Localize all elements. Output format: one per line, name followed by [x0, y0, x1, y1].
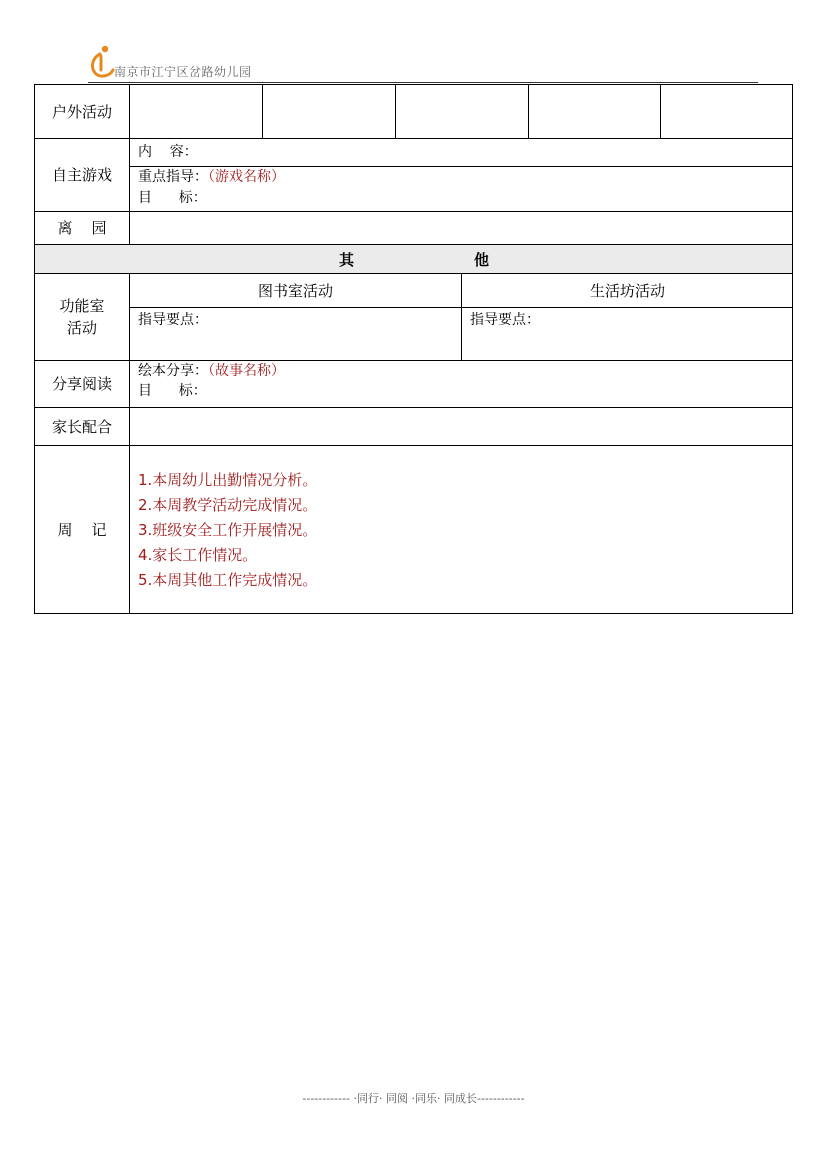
- library-activity-title-cell: [129, 273, 461, 307]
- row-label-free-play: [34, 138, 129, 211]
- weekly-plan-table: [34, 84, 793, 614]
- other-heading-left: 其: [338, 250, 354, 269]
- weekly-item: 2.本周教学活动完成情况。: [138, 496, 318, 514]
- free-play-content-cell[interactable]: [129, 138, 793, 166]
- page-header: [88, 44, 758, 84]
- parents-label: 家长配合: [51, 417, 112, 436]
- story-name-placeholder: （故事名称）: [208, 363, 285, 379]
- outdoor-cell-1[interactable]: [129, 84, 262, 138]
- reading-goal-label: 目 标：: [138, 383, 207, 399]
- weekly-notes-cell[interactable]: [129, 445, 793, 613]
- weekly-item: 5.本周其他工作完成情况。: [138, 571, 318, 589]
- free-play-focus-label: 重点指导：: [138, 169, 208, 185]
- reading-cell[interactable]: [129, 360, 793, 407]
- game-name-placeholder: （游戏名称）: [208, 169, 285, 185]
- table-bottom-border: [34, 613, 793, 614]
- function-room-label-line2: 活动: [66, 319, 97, 337]
- library-activity-title: 图书室活动: [257, 282, 333, 300]
- free-play-goal-label: 目 标：: [138, 190, 207, 206]
- other-section-heading: [34, 244, 793, 273]
- function-room-label-line1: 功能室: [59, 297, 105, 315]
- row-label-outdoor: [34, 84, 129, 138]
- page-footer: [0, 1090, 827, 1106]
- footer-motto: ------------ ·同行· 同阅 ·同乐· 同成长------------: [302, 1092, 525, 1105]
- outdoor-cell-3[interactable]: [395, 84, 528, 138]
- header-divider: [88, 82, 758, 83]
- outdoor-label: 户外活动: [51, 102, 112, 121]
- row-label-parents: [34, 407, 129, 445]
- weekly-item: 3.班级安全工作开展情况。: [138, 521, 318, 539]
- school-name: 南京市江宁区岔路幼儿园: [114, 65, 252, 79]
- life-workshop-title: 生活坊活动: [589, 282, 665, 300]
- free-play-focus-cell[interactable]: [129, 166, 793, 211]
- row-label-reading: [34, 360, 129, 407]
- row-label-function-room: [34, 273, 129, 360]
- table-right-border: [792, 84, 793, 614]
- free-play-label: 自主游戏: [51, 166, 112, 184]
- library-points-label: 指导要点：: [138, 312, 208, 328]
- library-points-cell[interactable]: [129, 307, 461, 360]
- school-logo-icon: [88, 44, 116, 78]
- free-play-content-label: 内 容：: [138, 144, 198, 160]
- leave-cell[interactable]: [129, 211, 793, 244]
- reading-label: 分享阅读: [51, 375, 112, 393]
- weekly-item: 4.家长工作情况。: [138, 546, 258, 564]
- life-workshop-title-cell: [461, 273, 793, 307]
- other-heading-right: 他: [474, 250, 490, 269]
- outdoor-cell-5[interactable]: [660, 84, 793, 138]
- parents-cell[interactable]: [129, 407, 793, 445]
- outdoor-cell-4[interactable]: [528, 84, 660, 138]
- life-points-label: 指导要点：: [470, 312, 540, 328]
- outdoor-cell-2[interactable]: [262, 84, 395, 138]
- life-points-cell[interactable]: [461, 307, 793, 360]
- weekly-item: 1.本周幼儿出勤情况分析。: [138, 471, 318, 489]
- weekly-label: 周 记: [57, 520, 107, 539]
- leave-label: 离 园: [57, 219, 107, 237]
- row-label-leave: [34, 211, 129, 244]
- row-label-weekly: [34, 445, 129, 613]
- book-share-label: 绘本分享：: [138, 363, 208, 379]
